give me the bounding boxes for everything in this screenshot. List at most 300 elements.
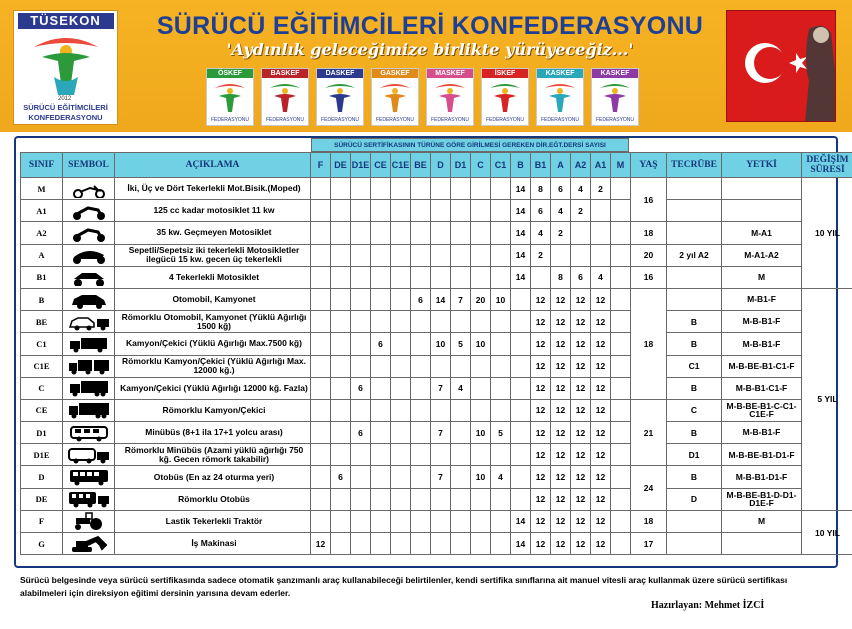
lesson-count: 4 bbox=[571, 178, 591, 200]
lesson-count: 12 bbox=[551, 377, 571, 399]
lesson-count: 12 bbox=[311, 533, 331, 555]
lesson-count bbox=[611, 399, 631, 421]
class-description: İki, Üç ve Dört Tekerlekli Mot.Bisik.(Moped) bbox=[115, 178, 311, 200]
vehicle-symbol bbox=[63, 266, 115, 288]
lesson-count: 7 bbox=[431, 422, 451, 444]
lesson-count bbox=[431, 266, 451, 288]
lesson-count bbox=[531, 266, 551, 288]
lesson-count: 10 bbox=[471, 466, 491, 488]
lesson-count: 14 bbox=[511, 510, 531, 532]
lesson-count bbox=[371, 533, 391, 555]
lesson-count bbox=[411, 422, 431, 444]
experience: B bbox=[667, 422, 722, 444]
lesson-count bbox=[611, 311, 631, 333]
authority: M-B-B1-D1-F bbox=[722, 466, 802, 488]
lesson-count bbox=[571, 222, 591, 244]
col-tecrube: TECRÜBE bbox=[667, 153, 722, 178]
lesson-count bbox=[471, 222, 491, 244]
minibus-icon bbox=[68, 424, 110, 442]
heavy-truck-icon bbox=[68, 379, 110, 397]
lesson-count bbox=[411, 222, 431, 244]
motorcycle-icon bbox=[68, 224, 110, 242]
col-yetki: YETKİ bbox=[722, 153, 802, 178]
lesson-count bbox=[371, 444, 391, 466]
federation-figure-icon bbox=[482, 78, 528, 114]
lesson-count bbox=[371, 178, 391, 200]
lesson-count: 12 bbox=[591, 510, 611, 532]
col-cert: DE bbox=[331, 153, 351, 178]
lesson-count bbox=[431, 244, 451, 266]
lesson-count bbox=[311, 288, 331, 310]
min-age: 18 bbox=[631, 288, 667, 399]
table-row bbox=[21, 178, 852, 200]
lesson-count: 14 bbox=[511, 178, 531, 200]
col-cert: C bbox=[471, 153, 491, 178]
experience bbox=[667, 510, 722, 532]
lesson-count bbox=[471, 178, 491, 200]
col-cert: F bbox=[311, 153, 331, 178]
lesson-count bbox=[491, 311, 511, 333]
lesson-count: 12 bbox=[531, 288, 551, 310]
authority: M-B-B1-C1-F bbox=[722, 377, 802, 399]
lesson-count bbox=[471, 399, 491, 421]
federation-figure-icon bbox=[317, 78, 363, 114]
col-sembol: SEMBOL bbox=[63, 153, 115, 178]
col-cert: D1 bbox=[451, 153, 471, 178]
lesson-count bbox=[351, 288, 371, 310]
authority: M-A1 bbox=[722, 222, 802, 244]
class-description: Römorklu Otobüs bbox=[115, 488, 311, 510]
lesson-count bbox=[411, 355, 431, 377]
lesson-count bbox=[411, 244, 431, 266]
lesson-count: 12 bbox=[531, 533, 551, 555]
lesson-count: 12 bbox=[591, 377, 611, 399]
lesson-count bbox=[351, 533, 371, 555]
lesson-count bbox=[431, 222, 451, 244]
lesson-count bbox=[331, 333, 351, 355]
lesson-count: 6 bbox=[331, 466, 351, 488]
lesson-count bbox=[391, 510, 411, 532]
lesson-count bbox=[391, 377, 411, 399]
lesson-count bbox=[371, 311, 391, 333]
lesson-count bbox=[471, 377, 491, 399]
lesson-count bbox=[391, 399, 411, 421]
lesson-count: 12 bbox=[551, 533, 571, 555]
lesson-count bbox=[351, 466, 371, 488]
lesson-count bbox=[311, 200, 331, 222]
lesson-count bbox=[311, 266, 331, 288]
col-cert: A bbox=[551, 153, 571, 178]
lesson-count: 7 bbox=[431, 466, 451, 488]
lesson-count bbox=[311, 466, 331, 488]
lesson-count bbox=[391, 333, 411, 355]
certificate-lessons-header: SÜRÜCÜ SERTİFİKASININ TÜRÜNE GÖRE GİRİLMESİ GEREKEN DİR.EĞT.DERSİ SAYISI bbox=[311, 138, 629, 152]
lesson-count bbox=[391, 466, 411, 488]
experience bbox=[667, 222, 722, 244]
lesson-count: 2 bbox=[591, 178, 611, 200]
lesson-count: 12 bbox=[571, 377, 591, 399]
col-cert: D1E bbox=[351, 153, 371, 178]
lesson-count bbox=[451, 488, 471, 510]
lesson-count bbox=[351, 222, 371, 244]
lesson-count: 12 bbox=[531, 466, 551, 488]
lesson-count: 14 bbox=[511, 222, 531, 244]
lesson-count bbox=[511, 444, 531, 466]
vehicle-symbol bbox=[63, 488, 115, 510]
federation-figure-icon bbox=[372, 78, 418, 114]
lesson-count bbox=[331, 311, 351, 333]
vehicle-symbol bbox=[63, 355, 115, 377]
vehicle-symbol bbox=[63, 466, 115, 488]
renewal-period: 5 YIL bbox=[802, 288, 852, 510]
class-description: Lastik Tekerlekli Traktör bbox=[115, 510, 311, 532]
license-class: D bbox=[21, 466, 63, 488]
lesson-count bbox=[471, 355, 491, 377]
lesson-count bbox=[511, 333, 531, 355]
lesson-count: 12 bbox=[551, 422, 571, 444]
lesson-count bbox=[331, 355, 351, 377]
lesson-count: 12 bbox=[591, 533, 611, 555]
table-row bbox=[21, 444, 852, 466]
license-class: D1 bbox=[21, 422, 63, 444]
lesson-count bbox=[471, 510, 491, 532]
lesson-count bbox=[451, 466, 471, 488]
lesson-count bbox=[371, 200, 391, 222]
table-row bbox=[21, 200, 852, 222]
lesson-count bbox=[511, 399, 531, 421]
lesson-count bbox=[391, 200, 411, 222]
vehicle-symbol bbox=[63, 178, 115, 200]
min-age: 18 bbox=[631, 510, 667, 532]
vehicle-symbol bbox=[63, 311, 115, 333]
license-class-table bbox=[20, 152, 852, 555]
lesson-count bbox=[311, 355, 331, 377]
lesson-count bbox=[451, 399, 471, 421]
lesson-count bbox=[431, 444, 451, 466]
lesson-count bbox=[411, 178, 431, 200]
lesson-count: 12 bbox=[591, 422, 611, 444]
lesson-count: 5 bbox=[451, 333, 471, 355]
lesson-count: 12 bbox=[531, 355, 551, 377]
lesson-count bbox=[491, 222, 511, 244]
license-class: C1E bbox=[21, 355, 63, 377]
lesson-count bbox=[331, 533, 351, 555]
lesson-count bbox=[431, 200, 451, 222]
authority: M bbox=[722, 266, 802, 288]
lesson-count bbox=[391, 311, 411, 333]
min-age: 21 bbox=[631, 399, 667, 466]
lesson-count: 6 bbox=[531, 200, 551, 222]
lesson-count: 10 bbox=[471, 422, 491, 444]
lesson-count: 14 bbox=[511, 266, 531, 288]
lesson-count bbox=[491, 377, 511, 399]
lesson-count: 2 bbox=[531, 244, 551, 266]
authority bbox=[722, 178, 802, 200]
bus-icon bbox=[68, 468, 110, 486]
class-description: Otomobil, Kamyonet bbox=[115, 288, 311, 310]
lesson-count: 12 bbox=[551, 466, 571, 488]
experience: 2 yıl A2 bbox=[667, 244, 722, 266]
lesson-count bbox=[491, 266, 511, 288]
lesson-count bbox=[611, 333, 631, 355]
table-row bbox=[21, 222, 852, 244]
table-row bbox=[21, 333, 852, 355]
lesson-count bbox=[471, 444, 491, 466]
table-row bbox=[21, 244, 852, 266]
lesson-count bbox=[611, 178, 631, 200]
lesson-count: 12 bbox=[571, 466, 591, 488]
col-cert: CE bbox=[371, 153, 391, 178]
lesson-count: 12 bbox=[551, 399, 571, 421]
min-age: 16 bbox=[631, 266, 667, 288]
lesson-count: 5 bbox=[491, 422, 511, 444]
license-class: CE bbox=[21, 399, 63, 421]
class-description: 35 kw. Geçmeyen Motosiklet bbox=[115, 222, 311, 244]
lesson-count bbox=[371, 466, 391, 488]
lesson-count bbox=[331, 222, 351, 244]
lesson-count bbox=[611, 222, 631, 244]
lesson-count bbox=[351, 178, 371, 200]
lesson-count bbox=[431, 311, 451, 333]
lesson-count bbox=[331, 377, 351, 399]
lesson-count bbox=[491, 200, 511, 222]
lesson-count bbox=[571, 244, 591, 266]
federation-logo: İSKEF FEDERASYONU bbox=[481, 68, 529, 126]
lesson-count bbox=[511, 377, 531, 399]
lesson-count: 12 bbox=[591, 288, 611, 310]
table-row bbox=[21, 288, 852, 310]
table-row bbox=[21, 311, 852, 333]
experience: B bbox=[667, 466, 722, 488]
license-class: BE bbox=[21, 311, 63, 333]
semi-truck-icon bbox=[68, 401, 110, 419]
logo-title: TÜSEKON bbox=[18, 13, 114, 29]
truck-trailer-icon bbox=[68, 357, 110, 375]
car-icon bbox=[68, 291, 110, 309]
author-credit: Hazırlayan: Mehmet İZCİ bbox=[651, 600, 765, 611]
col-cert: B1 bbox=[531, 153, 551, 178]
lesson-count bbox=[471, 200, 491, 222]
license-class-table-frame bbox=[14, 136, 849, 568]
lesson-count: 20 bbox=[471, 288, 491, 310]
header-banner bbox=[0, 0, 852, 132]
vehicle-symbol bbox=[63, 399, 115, 421]
federation-logo: GASKEF FEDERASYONU bbox=[371, 68, 419, 126]
lesson-count bbox=[371, 244, 391, 266]
lesson-count bbox=[611, 444, 631, 466]
lesson-count bbox=[451, 355, 471, 377]
lesson-count: 4 bbox=[451, 377, 471, 399]
authority: M bbox=[722, 510, 802, 532]
federation-figure-icon bbox=[207, 78, 253, 114]
lesson-count bbox=[391, 288, 411, 310]
class-description: 4 Tekerlekli Motosiklet bbox=[115, 266, 311, 288]
lesson-count: 12 bbox=[531, 377, 551, 399]
license-class: M bbox=[21, 178, 63, 200]
lesson-count: 6 bbox=[351, 422, 371, 444]
experience: C bbox=[667, 399, 722, 421]
federation-logo: KASKEF FEDERASYONU bbox=[591, 68, 639, 126]
lesson-count bbox=[491, 510, 511, 532]
col-aciklama: AÇIKLAMA bbox=[115, 153, 311, 178]
lesson-count bbox=[591, 244, 611, 266]
lesson-count bbox=[431, 533, 451, 555]
lesson-count bbox=[431, 510, 451, 532]
lesson-count bbox=[451, 222, 471, 244]
lesson-count bbox=[611, 355, 631, 377]
lesson-count bbox=[451, 444, 471, 466]
vehicle-symbol bbox=[63, 444, 115, 466]
lesson-count bbox=[331, 200, 351, 222]
lesson-count bbox=[431, 488, 451, 510]
col-degisim: DEĞİŞİM SÜRESİ bbox=[802, 153, 852, 178]
lesson-count bbox=[471, 488, 491, 510]
min-age: 20 bbox=[631, 244, 667, 266]
lesson-count: 2 bbox=[551, 222, 571, 244]
lesson-count bbox=[451, 178, 471, 200]
lesson-count bbox=[351, 266, 371, 288]
page-title: SÜRÜCÜ EĞİTİMCİLERİ KONFEDERASYONU bbox=[156, 12, 704, 40]
renewal-period: 10 YIL bbox=[802, 178, 852, 289]
lesson-count bbox=[491, 444, 511, 466]
col-cert: BE bbox=[411, 153, 431, 178]
slogan: 'Aydınlık geleceğimize birlikte yürüyeceğiz...' bbox=[226, 40, 634, 59]
lesson-count: 12 bbox=[551, 311, 571, 333]
lesson-count bbox=[351, 444, 371, 466]
lesson-count bbox=[371, 488, 391, 510]
col-cert: C1 bbox=[491, 153, 511, 178]
lesson-count: 12 bbox=[571, 533, 591, 555]
lesson-count bbox=[331, 288, 351, 310]
lesson-count bbox=[311, 311, 331, 333]
lesson-count bbox=[371, 222, 391, 244]
authority: M-A1-A2 bbox=[722, 244, 802, 266]
lesson-count: 6 bbox=[411, 288, 431, 310]
moped-icon bbox=[68, 180, 110, 198]
vehicle-symbol bbox=[63, 333, 115, 355]
lesson-count bbox=[411, 444, 431, 466]
lesson-count: 12 bbox=[591, 355, 611, 377]
turkish-flag-photo bbox=[726, 10, 836, 122]
license-class: B1 bbox=[21, 266, 63, 288]
lesson-count: 12 bbox=[531, 399, 551, 421]
lesson-count: 12 bbox=[591, 444, 611, 466]
lesson-count: 12 bbox=[531, 488, 551, 510]
lesson-count bbox=[451, 422, 471, 444]
lesson-count bbox=[391, 533, 411, 555]
footnote: Sürücü belgesinde veya sürücü sertifikasında sadece otomatik şanzımanlı araç kullanabileceği belirtilenler, kendi sertifika sınıflarına ait manuel vitesli araç kullanmak üzere sürücü sertifikası alabilmeleri için direksiyon eğitimi dersinin yarısına devam ederler. bbox=[20, 575, 788, 598]
experience: B bbox=[667, 333, 722, 355]
federation-figure-icon bbox=[537, 78, 583, 114]
class-description: Minübüs (8+1 ila 17+1 yolcu arası) bbox=[115, 422, 311, 444]
col-cert: B bbox=[511, 153, 531, 178]
lesson-count: 12 bbox=[571, 311, 591, 333]
lesson-count bbox=[611, 488, 631, 510]
experience bbox=[667, 533, 722, 555]
authority: M-B-BE-B1-C-C1-C1E-F bbox=[722, 399, 802, 421]
lesson-count bbox=[411, 333, 431, 355]
lesson-count: 6 bbox=[551, 178, 571, 200]
lesson-count bbox=[351, 488, 371, 510]
lesson-count bbox=[351, 510, 371, 532]
tusekon-logo: TÜSEKON 2012 SÜRÜCÜ EĞİTİMCİLERİ KONFEDERASYONU bbox=[13, 10, 118, 125]
lesson-count bbox=[331, 244, 351, 266]
lesson-count bbox=[491, 333, 511, 355]
col-sinif: SINIF bbox=[21, 153, 63, 178]
col-cert: A2 bbox=[571, 153, 591, 178]
federation-logo: DASKEF FEDERASYONU bbox=[316, 68, 364, 126]
lesson-count bbox=[391, 444, 411, 466]
class-description: Römorklu Kamyon/Çekici bbox=[115, 399, 311, 421]
tractor-icon bbox=[68, 512, 110, 530]
minibus-trailer-icon bbox=[68, 446, 110, 464]
license-class: B bbox=[21, 288, 63, 310]
table-row bbox=[21, 355, 852, 377]
vehicle-symbol bbox=[63, 200, 115, 222]
lesson-count bbox=[311, 244, 331, 266]
col-cert: C1E bbox=[391, 153, 411, 178]
lesson-count bbox=[551, 244, 571, 266]
lesson-count bbox=[371, 355, 391, 377]
lesson-count bbox=[371, 399, 391, 421]
license-class: G bbox=[21, 533, 63, 555]
license-class: D1E bbox=[21, 444, 63, 466]
lesson-count: 4 bbox=[531, 222, 551, 244]
vehicle-symbol bbox=[63, 510, 115, 532]
lesson-count bbox=[611, 288, 631, 310]
lesson-count bbox=[311, 178, 331, 200]
lesson-count bbox=[511, 288, 531, 310]
lesson-count: 4 bbox=[491, 466, 511, 488]
lesson-count bbox=[451, 266, 471, 288]
federation-logo: MASKEF FEDERASYONU bbox=[426, 68, 474, 126]
lesson-count bbox=[511, 488, 531, 510]
lesson-count: 14 bbox=[511, 200, 531, 222]
lesson-count bbox=[611, 244, 631, 266]
lesson-count: 12 bbox=[571, 288, 591, 310]
lesson-count bbox=[491, 533, 511, 555]
lesson-count bbox=[411, 266, 431, 288]
figure-logo-icon bbox=[14, 29, 119, 99]
vehicle-symbol bbox=[63, 288, 115, 310]
flag-crescent-star-icon bbox=[727, 11, 836, 122]
lesson-count: 12 bbox=[571, 333, 591, 355]
lesson-count bbox=[331, 266, 351, 288]
lesson-count bbox=[611, 377, 631, 399]
class-description: Römorklu Otomobil, Kamyonet (Yüklü Ağırlığı 1500 kğ) bbox=[115, 311, 311, 333]
lesson-count bbox=[331, 510, 351, 532]
col-cert: D bbox=[431, 153, 451, 178]
col-cert: M bbox=[611, 153, 631, 178]
license-class: A1 bbox=[21, 200, 63, 222]
table-row bbox=[21, 533, 852, 555]
lesson-count bbox=[331, 422, 351, 444]
experience bbox=[667, 178, 722, 200]
lesson-count: 12 bbox=[571, 422, 591, 444]
experience bbox=[667, 266, 722, 288]
lesson-count bbox=[591, 200, 611, 222]
lesson-count bbox=[351, 399, 371, 421]
lesson-count: 12 bbox=[591, 311, 611, 333]
class-description: İş Makinasi bbox=[115, 533, 311, 555]
lesson-count: 12 bbox=[551, 333, 571, 355]
lesson-count: 12 bbox=[551, 488, 571, 510]
lesson-count: 8 bbox=[531, 178, 551, 200]
lesson-count: 6 bbox=[371, 333, 391, 355]
lesson-count bbox=[611, 200, 631, 222]
lesson-count bbox=[351, 311, 371, 333]
lesson-count bbox=[411, 377, 431, 399]
